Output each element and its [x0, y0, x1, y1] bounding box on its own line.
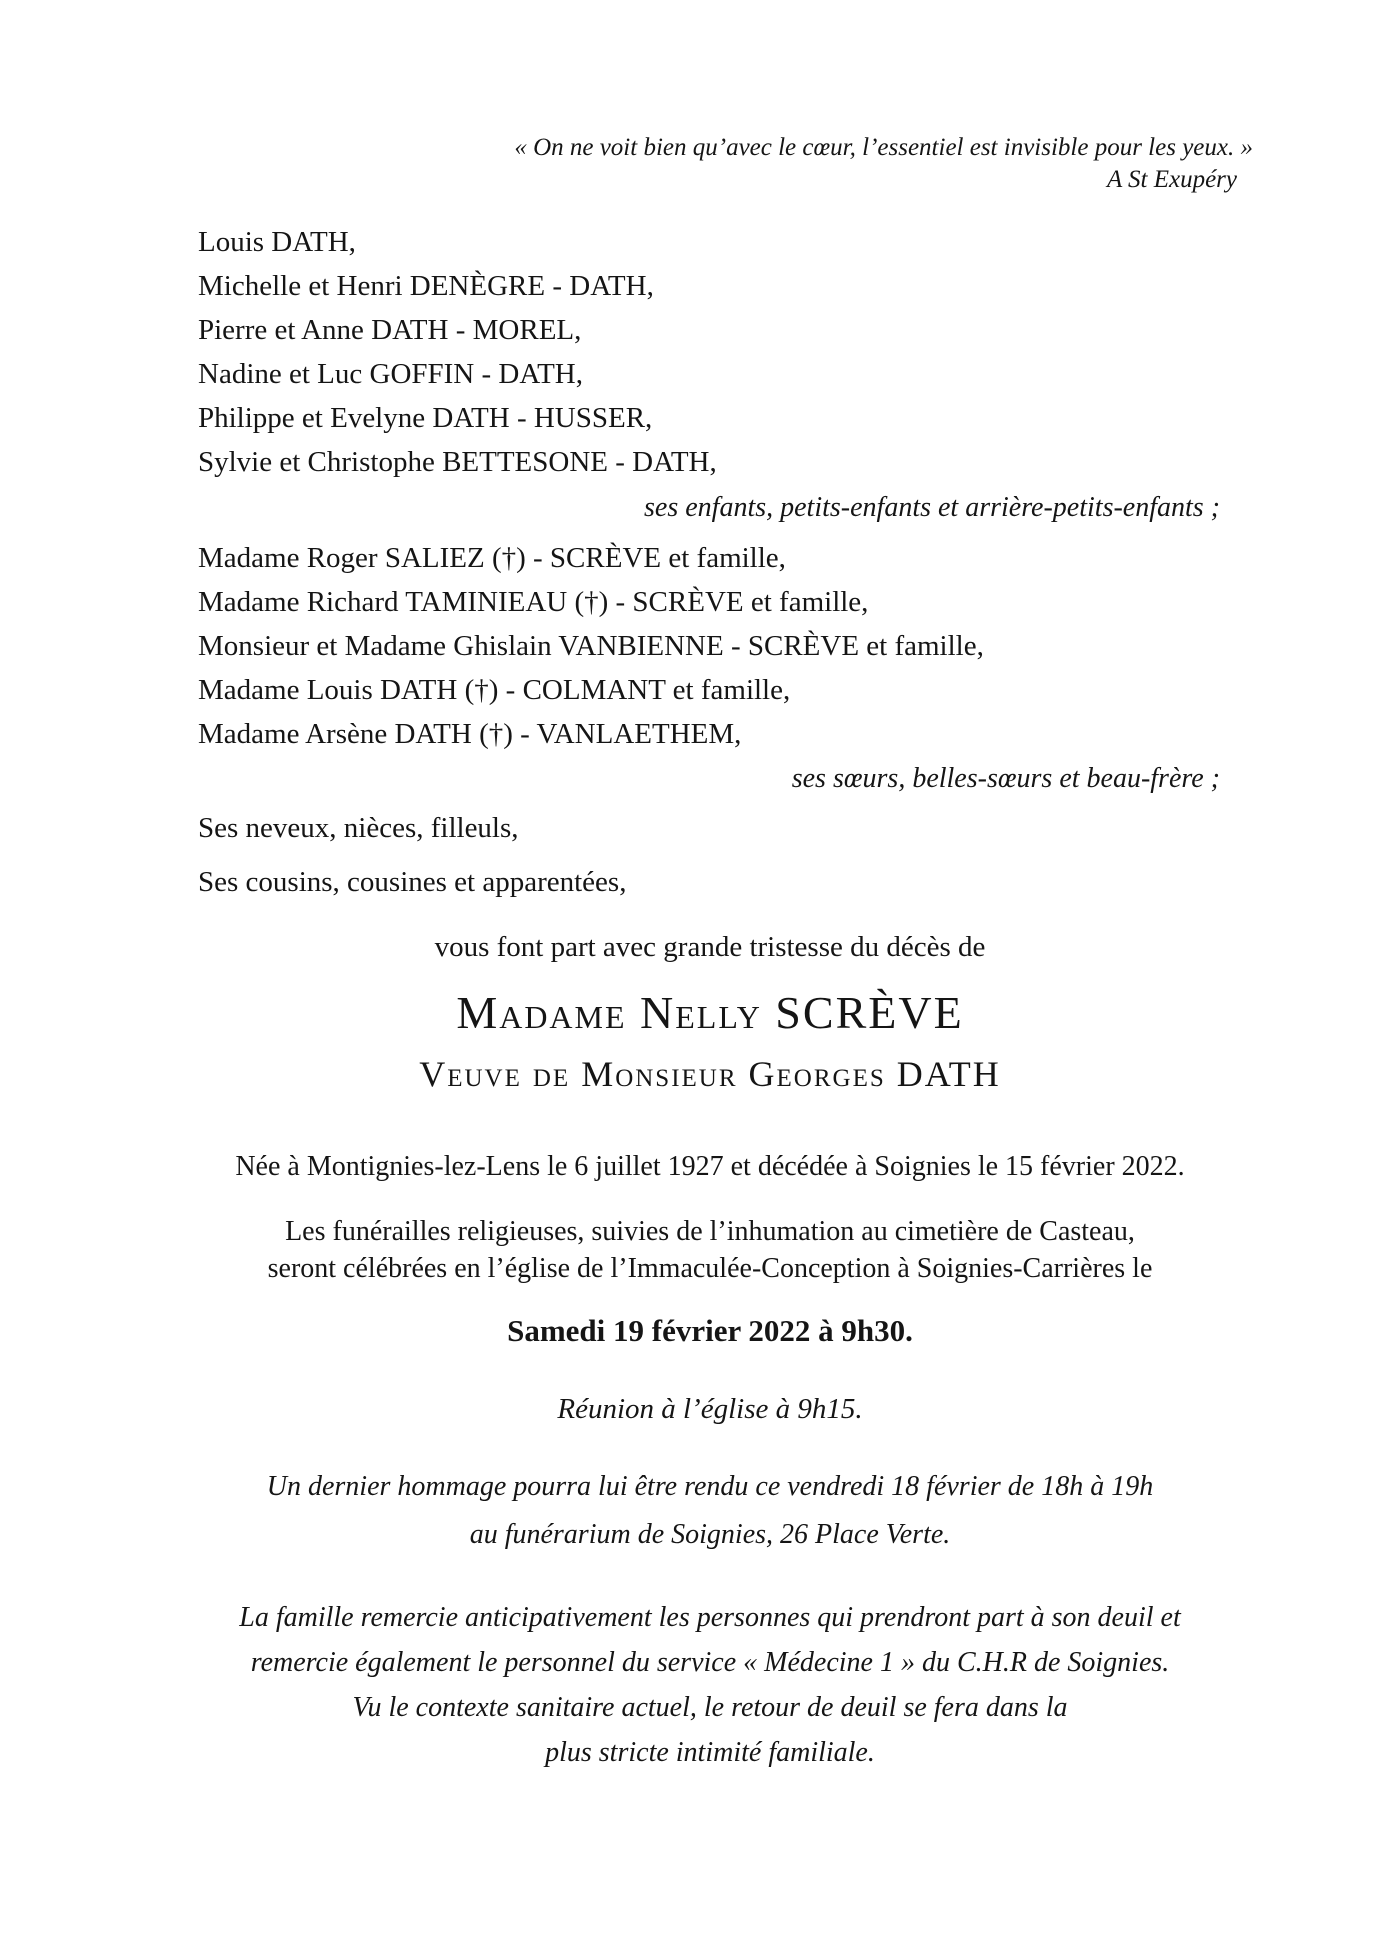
funeral-line-2: seront célébrées en l’église de l’Immaculée-Conception à Soignies-Carrières le	[267, 1253, 1153, 1284]
sisters-list	[198, 536, 1378, 756]
thanks-line-4: plus stricte intimité familiale.	[545, 1737, 875, 1768]
list-item: Sylvie et Christophe BETTESONE - DATH,	[198, 446, 717, 478]
tribute-line-1: Un dernier hommage pourra lui être rendu ce vendredi 18 février de 18h à 19h	[266, 1471, 1154, 1502]
relatives-list	[198, 801, 1378, 909]
thanks-block	[0, 1595, 1378, 1775]
list-item: Louis DATH,	[198, 226, 356, 258]
children-caption: ses enfants, petits-enfants et arrière-petits-enfants ;	[644, 492, 1220, 523]
church-meeting-line: Réunion à l’église à 9h15.	[557, 1393, 863, 1425]
funeral-line-1: Les funérailles religieuses, suivies de l’inhumation au cimetière de Casteau,	[285, 1216, 1135, 1247]
epigraph-quote: « On ne voit bien qu’avec le cœur, l’essentiel est invisible pour les yeux. »	[514, 134, 1253, 161]
tribute-block	[0, 1463, 1378, 1559]
thanks-line-3: Vu le contexte sanitaire actuel, le retour de deuil se fera dans la	[352, 1692, 1068, 1723]
tribute-line-2: au funérarium de Soignies, 26 Place Verte.	[469, 1519, 951, 1550]
list-item: Ses cousins, cousines et apparentées,	[198, 866, 627, 898]
life-dates-line: Née à Montignies-lez-Lens le 6 juillet 1927 et décédée à Soignies le 15 février 2022.	[235, 1151, 1185, 1182]
list-item: Michelle et Henri DENÈGRE - DATH,	[198, 270, 654, 302]
list-item: Pierre et Anne DATH - MOREL,	[198, 314, 582, 346]
list-item: Nadine et Luc GOFFIN - DATH,	[198, 358, 583, 390]
children-list	[198, 220, 1378, 484]
list-item: Ses neveux, nièces, filleuls,	[198, 812, 519, 844]
funeral-details	[0, 1213, 1378, 1287]
epigraph	[0, 132, 1253, 196]
list-item: Madame Richard TAMINIEAU (†) - SCRÈVE et famille,	[198, 586, 869, 618]
thanks-line-1: La famille remercie anticipativement les personnes qui prendront part à son deuil et	[239, 1602, 1181, 1633]
deceased-subtitle: Veuve de Monsieur Georges DATH	[419, 1054, 1001, 1094]
thanks-line-2: remercie également le personnel du service « Médecine 1 » du C.H.R de Soignies.	[250, 1647, 1170, 1678]
list-item: Madame Roger SALIEZ (†) - SCRÈVE et famille,	[198, 542, 786, 574]
list-item: Philippe et Evelyne DATH - HUSSER,	[198, 402, 653, 434]
epigraph-attribution: A St Exupéry	[1106, 166, 1237, 193]
list-item: Madame Louis DATH (†) - COLMANT et famille,	[198, 674, 791, 706]
announcement-line: vous font part avec grande tristesse du décès de	[434, 931, 986, 963]
list-item: Madame Arsène DATH (†) - VANLAETHEM,	[198, 718, 742, 750]
sisters-caption: ses sœurs, belles-sœurs et beau-frère ;	[791, 763, 1220, 794]
deceased-name: Madame Nelly SCRÈVE	[456, 987, 964, 1038]
funeral-date: Samedi 19 février 2022 à 9h30.	[507, 1313, 913, 1348]
list-item: Monsieur et Madame Ghislain VANBIENNE - SCRÈVE et famille,	[198, 630, 984, 662]
